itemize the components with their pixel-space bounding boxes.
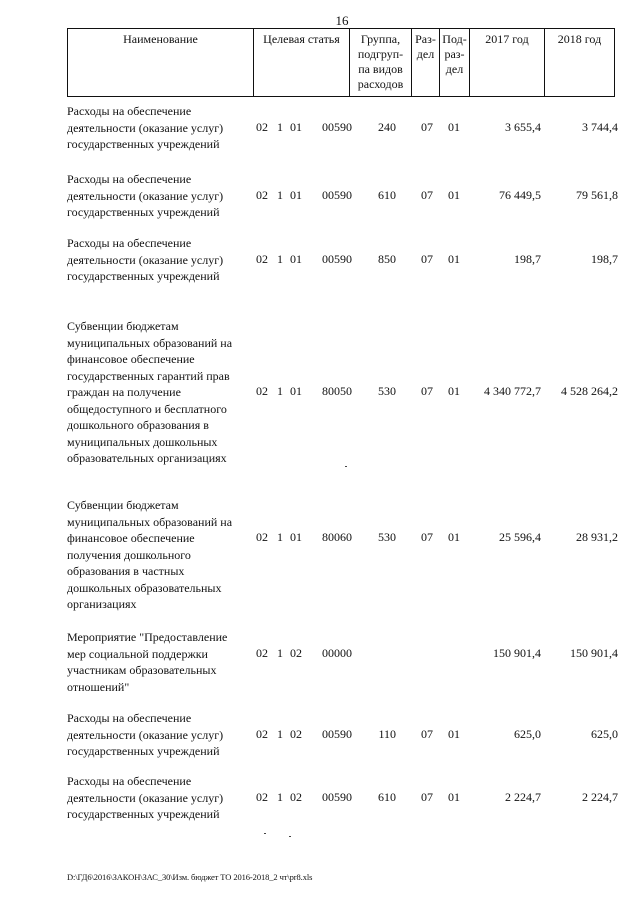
cell-subsection: 01: [448, 119, 460, 134]
cell-y2017: 25 596,4: [499, 530, 541, 544]
cell-c3: 01: [290, 530, 302, 544]
cell-c2: 1: [277, 645, 283, 660]
cell-c1: 02: [256, 119, 268, 134]
cell-c2: 1: [277, 187, 283, 202]
cell-group: 610: [378, 187, 396, 202]
cell-c1: 02: [256, 726, 268, 741]
row-name: Мероприятие "Предоставление мер социальной поддержки участникам образовательных отношений": [67, 630, 228, 694]
cell-c3: 02: [290, 789, 302, 804]
row-name: Расходы на обеспечение деятельности (оказание услуг) государственных учреждений: [67, 236, 224, 283]
cell-group: 240: [378, 119, 396, 134]
cell-c2: 1: [277, 789, 283, 804]
cell-c4: 00000: [322, 645, 352, 660]
cell-c3: 01: [290, 187, 302, 202]
scan-speck: [264, 833, 266, 834]
cell-c1: 02: [256, 789, 268, 804]
cell-subsection: 01: [448, 726, 460, 741]
cell-section: 07: [421, 187, 433, 202]
cell-y2017: 150 901,4: [493, 645, 541, 660]
cell-y2017: 198,7: [514, 251, 541, 266]
scan-speck: [289, 836, 291, 837]
cell-c3: 02: [290, 645, 302, 660]
scan-speck: [345, 466, 347, 467]
cell-c2: 1: [277, 530, 283, 544]
cell-section: 07: [421, 726, 433, 741]
cell-group: 530: [378, 384, 396, 398]
cell-y2017: 625,0: [514, 726, 541, 741]
row-name: Расходы на обеспечение деятельности (оказание услуг) государственных учреждений: [67, 172, 224, 219]
cell-c1: 02: [256, 384, 268, 398]
cell-subsection: 01: [448, 187, 460, 202]
cell-c1: 02: [256, 187, 268, 202]
cell-y2018: 79 561,8: [576, 187, 618, 202]
cell-c2: 1: [277, 384, 283, 398]
cell-group: 110: [378, 726, 396, 741]
row-name: Расходы на обеспечение деятельности (оказание услуг) государственных учреждений: [67, 774, 224, 821]
header-2017: 2017 год: [469, 29, 544, 96]
header-2018: 2018 год: [544, 29, 614, 96]
cell-y2018: 4 528 264,2: [561, 384, 618, 398]
cell-c4: 00590: [322, 251, 352, 266]
cell-c2: 1: [277, 251, 283, 266]
cell-subsection: 01: [448, 251, 460, 266]
cell-subsection: 01: [448, 530, 460, 544]
cell-c2: 1: [277, 726, 283, 741]
cell-subsection: 01: [448, 384, 460, 398]
cell-section: 07: [421, 530, 433, 544]
cell-y2018: 625,0: [591, 726, 618, 741]
cell-y2018: 198,7: [591, 251, 618, 266]
cell-section: 07: [421, 119, 433, 134]
header-section: Раз- дел: [411, 29, 439, 96]
cell-subsection: 01: [448, 789, 460, 804]
cell-c4: 80060: [322, 530, 352, 544]
row-name: Расходы на обеспечение деятельности (оказание услуг) государственных учреждений: [67, 104, 224, 151]
header-subsection: Под- раз- дел: [439, 29, 469, 96]
cell-y2017: 76 449,5: [499, 187, 541, 202]
cell-c3: 01: [290, 384, 302, 398]
cell-c4: 00590: [322, 789, 352, 804]
row-name: Расходы на обеспечение деятельности (оказание услуг) государственных учреждений: [67, 711, 224, 758]
cell-y2018: 150 901,4: [570, 645, 618, 660]
header-name: Наименование: [123, 32, 198, 46]
row-name: Субвенции бюджетам муниципальных образований на финансовое обеспечение государственных гарантий прав граждан на получение общедоступного и бесплатного дошкольного образования в муниципальных дошкольных образовательных организациях: [67, 319, 233, 465]
cell-section: 07: [421, 384, 433, 398]
cell-c4: 80050: [322, 384, 352, 398]
cell-c3: 02: [290, 726, 302, 741]
cell-y2018: 28 931,2: [576, 530, 618, 544]
table-header: [67, 28, 615, 97]
cell-y2017: 4 340 772,7: [484, 384, 541, 398]
cell-c4: 00590: [322, 187, 352, 202]
cell-c4: 00590: [322, 119, 352, 134]
cell-section: 07: [421, 789, 433, 804]
cell-group: 610: [378, 789, 396, 804]
cell-c1: 02: [256, 251, 268, 266]
row-name: Субвенции бюджетам муниципальных образований на финансовое обеспечение получения дошкольного образования в частных дошкольных образовательных организациях: [67, 498, 233, 611]
header-target: Целевая статья: [253, 29, 349, 96]
cell-c4: 00590: [322, 726, 352, 741]
cell-y2018: 2 224,7: [582, 789, 618, 804]
cell-c3: 01: [290, 251, 302, 266]
header-group: Группа, подгруп- па видов расходов: [349, 29, 411, 96]
cell-group: 530: [378, 530, 396, 544]
page-number: 16: [335, 13, 349, 28]
cell-y2017: 2 224,7: [505, 789, 541, 804]
cell-group: 850: [378, 251, 396, 266]
cell-c1: 02: [256, 645, 268, 660]
cell-c1: 02: [256, 530, 268, 544]
file-path-footer: D:\ГД6\2016\ЗАКОН\ЗАС_30\Изм. бюджет ТО 2016-2018_2 чт\pr8.xls: [67, 872, 313, 882]
cell-section: 07: [421, 251, 433, 266]
cell-c3: 01: [290, 119, 302, 134]
cell-c2: 1: [277, 119, 283, 134]
cell-y2018: 3 744,4: [582, 119, 618, 134]
cell-y2017: 3 655,4: [505, 119, 541, 134]
